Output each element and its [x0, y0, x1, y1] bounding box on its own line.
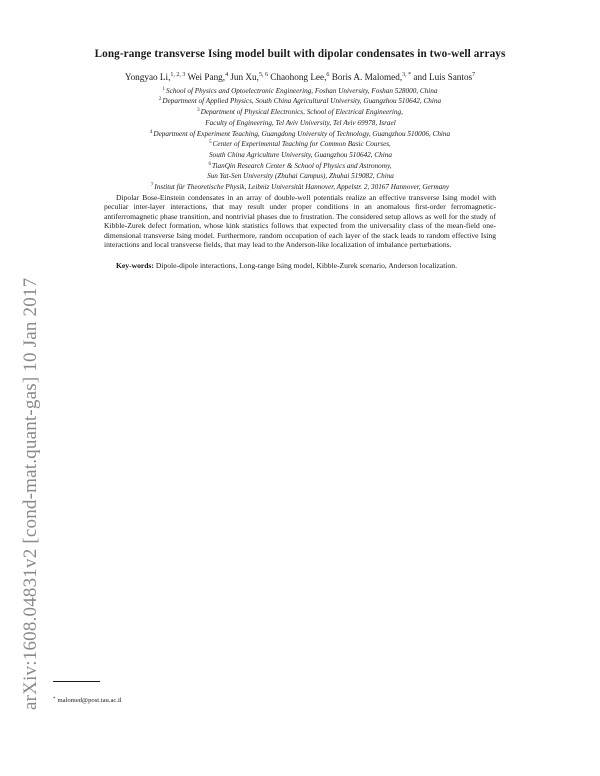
author-list [0, 72, 600, 82]
affiliation-text: TianQin Research Center & School of Physics and Astronomy, [211, 162, 392, 170]
affiliation-line [0, 108, 600, 116]
affiliation-mark: 7 [150, 183, 154, 188]
keywords [104, 261, 496, 270]
author [228, 72, 268, 82]
affiliation-mark: 4 [149, 130, 153, 135]
author [268, 72, 329, 82]
keywords-label: Key-words: [116, 261, 154, 271]
author-affil-mark: 4 [225, 72, 229, 78]
affiliation-line [0, 119, 600, 127]
footnote-mark: * [53, 697, 56, 702]
affiliation-text: South China Agriculture University, Guangzhou 510642, China [209, 151, 392, 159]
footnote [53, 697, 122, 704]
author-name: Yongyao Li, [124, 72, 171, 82]
affiliation-text: Center of Experimental Teaching for Common Basic Courses, [212, 140, 391, 148]
author [185, 72, 228, 82]
affiliation-line [0, 162, 600, 170]
affiliation-line [0, 97, 600, 105]
affiliation-text: Department of Experiment Teaching, Guangdong University of Technology, Guangzhou 510006, China [153, 130, 451, 138]
affiliation-text: Department of Physical Electronics, School of Electrical Engineering, [200, 108, 403, 116]
paper-title: Long-range transverse Ising model built with dipolar condensates in two-well arrays [94, 48, 506, 60]
affiliation-line [0, 183, 600, 191]
affiliation-text: Institut für Theoretische Physik, Leibniz Universität Hannover, Appelstr. 2, 30167 Hannover, Germany [154, 183, 450, 191]
author-affil-mark: 7 [472, 72, 476, 78]
affiliation-line [0, 130, 600, 138]
author-name: and Luis Santos [411, 72, 473, 82]
author-name: Jun Xu, [228, 72, 259, 82]
abstract [104, 193, 496, 271]
affiliation-mark: 3 [197, 108, 200, 113]
affiliation-text: Sun Yat-Sen University (Zhuhai Campus), Zhuhai 519082, China [207, 172, 394, 180]
author-name: Wei Pang, [185, 72, 226, 82]
author-affil-mark: 1, 2, 3 [170, 72, 186, 78]
keywords-text: Dipole-dipole interactions, Long-range Ising model, Kibble-Zurek scenario, Anderson localization. [153, 261, 457, 271]
author-affil-mark: 3, * [402, 72, 412, 78]
affiliation-mark: 2 [158, 97, 162, 102]
abstract-text: Dipolar Bose-Einstein condensates in an array of double-well potentials realize an effective transverse Ising model with peculiar inter-layer interactions, that may result under proper conditions in an anomalous first-order ferromagnetic-antiferromagnetic phase transition, and nontrivial phases due to frustration. The considered setup allows as well for the study of Kibble-Zurek defect formation, whose kink statistics follows that expected from the universality class of the mean-field one-dimensional transverse Ising model. Furthermore, random occupation of each layer of the stack leads to random effective Ising interactions and local transverse fields, that may lead to the Anderson-like localization of imbalance perturbations. [104, 193, 496, 250]
author-name: Chaohong Lee, [267, 72, 327, 82]
footnote-rule [53, 681, 100, 682]
author [411, 72, 475, 82]
author-affil-mark: 5, 6 [258, 72, 268, 78]
affiliation-text: School of Physics and Optoelectronic Engineering, Foshan University, Foshan 528000, China [166, 87, 438, 95]
affiliation-mark: 5 [209, 140, 212, 145]
author-name: Boris A. Malomed, [329, 72, 403, 82]
affiliation-line [0, 172, 600, 180]
footnote-email: malomed@post.tau.ac.il [57, 697, 122, 704]
affiliation-text: Faculty of Engineering, Tel Aviv University, Tel Aviv 69978, Israel [205, 119, 396, 127]
affiliation-line [0, 140, 600, 148]
author [329, 72, 411, 82]
affiliation-mark: 1 [162, 87, 166, 92]
affiliation-line [0, 151, 600, 159]
author-affil-mark: 6 [326, 72, 330, 78]
author [125, 72, 186, 82]
arxiv-stamp: arXiv:1608.04831v2 [cond-mat.quant-gas] 10 Jan 2017 [20, 277, 41, 710]
affiliation-line [0, 87, 600, 95]
affiliation-mark: 6 [208, 162, 211, 167]
affiliation-text: Department of Applied Physics, South China Agricultural University, Guangzhou 510642, China [162, 97, 442, 105]
